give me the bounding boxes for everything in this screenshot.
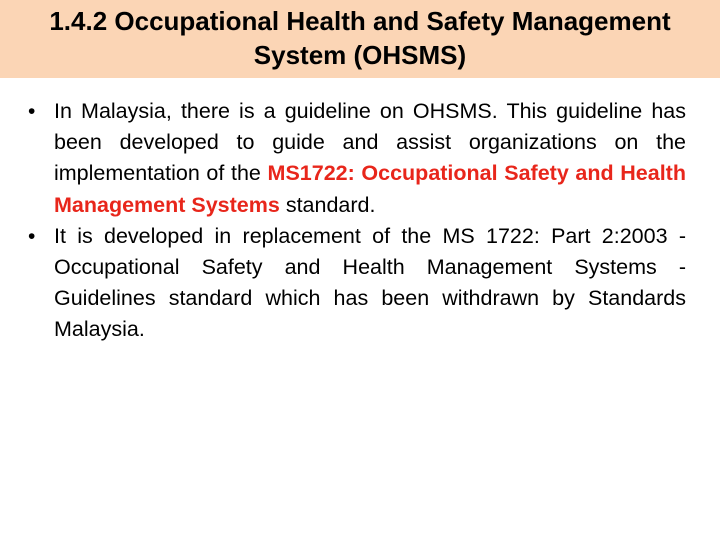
- bullet-marker: •: [28, 224, 36, 248]
- bullet-item-replacement: [26, 221, 686, 346]
- slide-title-line-1: 1.4.2 Occupational Health and Safety Management: [49, 6, 671, 36]
- title-band: [0, 0, 720, 78]
- slide-title: [0, 4, 720, 72]
- bullet-text-before: In Malaysia, there is a guideline on OHSMS. This guideline has been developed to guide and assist organizations on the implementation of the: [54, 99, 686, 186]
- slide-title-line-2: System (OHSMS): [253, 40, 467, 70]
- standard-highlight: MS1722: Occupational Safety and Health Management Systems: [54, 161, 686, 217]
- bullet-text: [54, 96, 686, 221]
- bullet-text: It is developed in replacement of the MS 1722: Part 2:2003 - Occupational Safety and Health Management Systems - Guidelines standard which has been withdrawn by Standards Malaysia.: [54, 223, 686, 342]
- bullet-list: [26, 96, 686, 346]
- bullet-marker: •: [28, 100, 36, 123]
- bullet-item-guideline: [26, 96, 686, 221]
- bullet-text-after: standard.: [279, 192, 376, 217]
